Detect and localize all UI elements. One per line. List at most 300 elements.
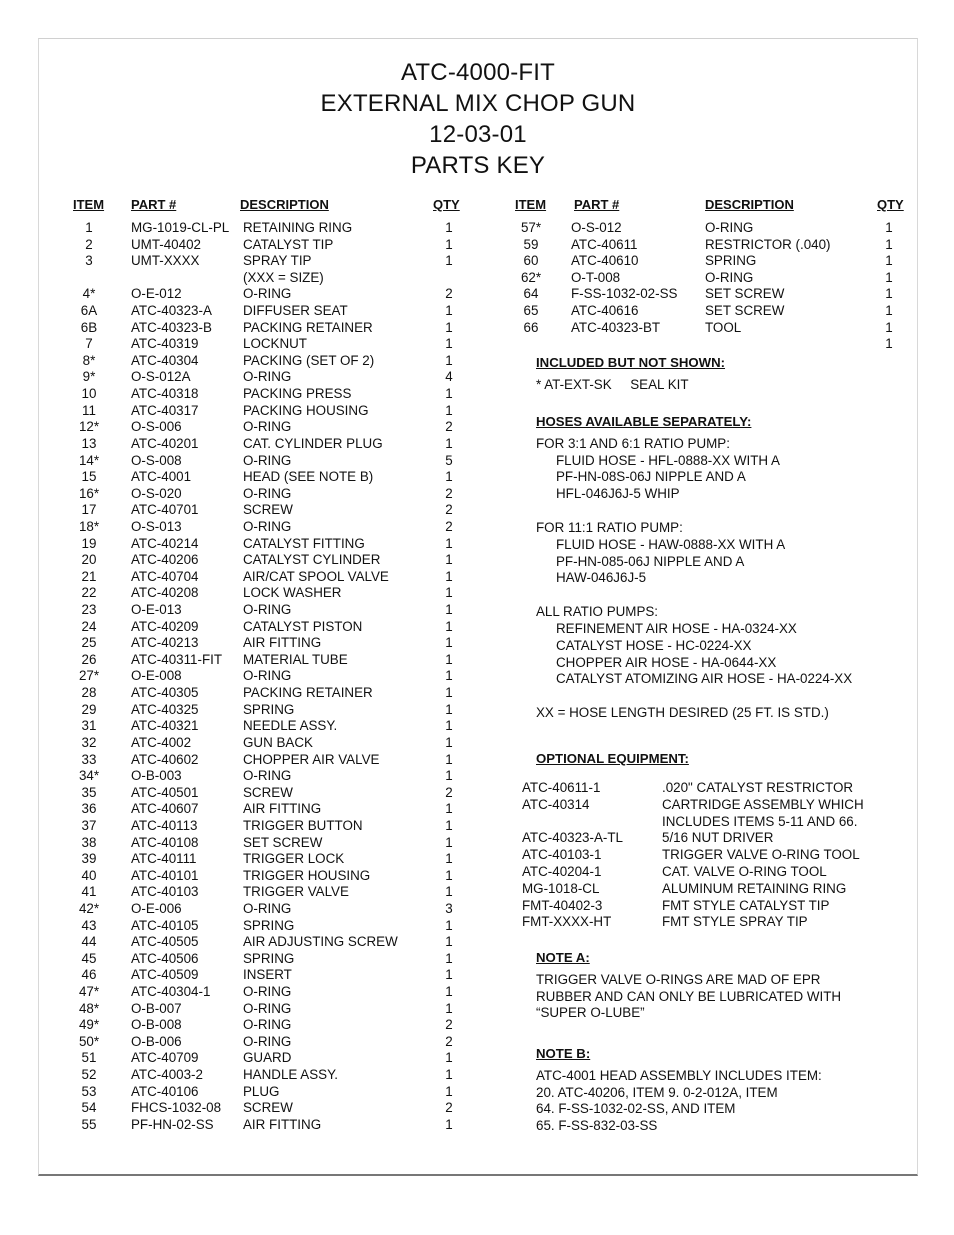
title-line-1: ATC-4000-FIT — [401, 59, 555, 86]
hoses-group1-line1: FLUID HOSE - HFL-0888-XX WITH A — [556, 452, 780, 468]
part-number: ATC-40201 — [131, 435, 199, 451]
item-number: 49* — [78, 1017, 100, 1033]
table-row — [69, 237, 489, 254]
optional-heading: OPTIONAL EQUIPMENT: — [536, 751, 689, 766]
item-number: 43 — [81, 917, 97, 933]
item-number: 46 — [81, 967, 97, 983]
part-description: (XXX = SIZE) — [243, 269, 324, 285]
item-number: 14* — [78, 452, 100, 468]
part-quantity: 1 — [445, 352, 453, 368]
table-row — [69, 1034, 489, 1051]
part-quantity: 1 — [445, 336, 453, 352]
item-number: 48* — [78, 1000, 100, 1016]
table-row — [69, 685, 489, 702]
part-number: ATC-40304-1 — [131, 984, 211, 1000]
part-description: TRIGGER HOUSING — [243, 867, 371, 883]
part-quantity: 1 — [445, 884, 453, 900]
part-number: O-E-013 — [131, 602, 182, 618]
part-quantity: 1 — [445, 635, 453, 651]
table-row — [511, 270, 906, 287]
part-quantity: 1 — [445, 751, 453, 767]
table-row — [69, 735, 489, 752]
right-header-item: ITEM — [515, 197, 547, 212]
item-number: 27* — [78, 668, 100, 684]
part-description: GUARD — [243, 1050, 292, 1066]
part-number: ATC-40213 — [131, 635, 199, 651]
item-number: 19 — [81, 535, 97, 551]
part-quantity: 1 — [445, 967, 453, 983]
hoses-group3-title: ALL RATIO PUMPS: — [536, 604, 659, 620]
part-number: ATC-40105 — [131, 917, 199, 933]
part-description: SPRAY TIP — [243, 253, 312, 269]
part-description: CATALYST CYLINDER — [243, 552, 381, 568]
part-quantity: 1 — [445, 585, 453, 601]
part-quantity: 1 — [445, 1116, 453, 1132]
part-quantity: 1 — [445, 618, 453, 634]
item-number: 47* — [78, 984, 100, 1000]
part-quantity: 1 — [445, 851, 453, 867]
table-row — [69, 519, 489, 536]
document-title — [39, 57, 917, 181]
item-number: 37 — [81, 817, 97, 833]
part-description: CHOPPER AIR VALVE — [243, 751, 380, 767]
item-number: 16* — [78, 485, 100, 501]
hoses-group3-line4: CATALYST ATOMIZING AIR HOSE - HA-0224-XX — [556, 671, 853, 687]
table-row — [69, 253, 489, 270]
part-quantity: 1 — [445, 319, 453, 335]
table-row — [69, 353, 489, 370]
table-row — [69, 536, 489, 553]
left-header-description: DESCRIPTION — [240, 197, 329, 212]
optional-part-number: ATC-40611-1 — [522, 780, 601, 795]
item-number: 60 — [523, 253, 539, 269]
right-parts-list — [511, 220, 906, 353]
item-number: 36 — [81, 801, 97, 817]
part-description: O-RING — [243, 452, 292, 468]
part-number: ATC-40319 — [131, 336, 199, 352]
table-row — [69, 469, 489, 486]
part-description: HANDLE ASSY. — [243, 1067, 339, 1083]
item-number: 50* — [78, 1033, 100, 1049]
optional-description: CAT. VALVE O-RING TOOL — [662, 863, 827, 879]
hoses-group2-line2: PF-HN-085-06J NIPPLE AND A — [556, 553, 745, 569]
table-row — [69, 835, 489, 852]
item-number: 51 — [81, 1050, 97, 1066]
part-quantity: 1 — [885, 286, 893, 302]
item-number: 13 — [81, 435, 97, 451]
part-description: MATERIAL TUBE — [243, 651, 348, 667]
part-description: AIR ADJUSTING SCREW — [243, 934, 398, 950]
part-number: O-B-007 — [131, 1000, 182, 1016]
part-quantity: 1 — [885, 303, 893, 319]
part-quantity: 2 — [445, 1100, 453, 1116]
part-number: ATC-40611 — [571, 236, 638, 252]
right-header-description: DESCRIPTION — [705, 197, 794, 212]
part-number: ATC-40317 — [131, 402, 199, 418]
part-quantity: 1 — [445, 867, 453, 883]
part-number: ATC-40325 — [131, 701, 199, 717]
item-number: 9* — [82, 369, 96, 385]
part-quantity: 1 — [445, 568, 453, 584]
part-number: ATC-40214 — [131, 535, 199, 551]
part-quantity: 1 — [445, 1083, 453, 1099]
part-description: LOCKNUT — [243, 336, 307, 352]
item-number: 65 — [523, 303, 539, 319]
part-number: ATC-40704 — [131, 568, 199, 584]
table-row — [69, 602, 489, 619]
part-description: CATALYST FITTING — [243, 535, 365, 551]
optional-description: ALUMINUM RETAINING RING — [662, 880, 847, 896]
part-description: SCREW — [243, 784, 293, 800]
included-heading: INCLUDED BUT NOT SHOWN: — [536, 355, 726, 370]
part-description: O-RING — [243, 1017, 292, 1033]
part-quantity: 1 — [885, 253, 893, 269]
table-row — [69, 403, 489, 420]
title-line-3: 12-03-01 — [429, 121, 527, 148]
part-quantity: 1 — [445, 651, 453, 667]
table-row — [69, 1100, 489, 1117]
table-row — [69, 1050, 489, 1067]
part-number: ATC-40113 — [131, 817, 198, 833]
item-number: 23 — [81, 602, 97, 618]
optional-description: .020" CATALYST RESTRICTOR — [662, 780, 854, 795]
part-quantity: 1 — [445, 236, 453, 252]
part-quantity: 1 — [445, 801, 453, 817]
part-description: O-RING — [243, 369, 292, 385]
optional-part-number: FMT-XXXX-HT — [522, 914, 612, 930]
title-line-4: PARTS KEY — [410, 152, 546, 179]
table-row — [69, 851, 489, 868]
table-row — [69, 785, 489, 802]
part-number: ATC-40108 — [131, 834, 199, 850]
part-description: O-RING — [705, 220, 754, 235]
part-description: AIR FITTING — [243, 801, 322, 817]
part-number: FHCS-1032-08 — [131, 1100, 222, 1116]
item-number: 21 — [81, 568, 97, 584]
table-row — [69, 868, 489, 885]
table-row — [69, 818, 489, 835]
part-number: ATC-40318 — [131, 386, 199, 402]
part-number: ATC-40208 — [131, 585, 199, 601]
table-row — [69, 552, 489, 569]
table-row — [69, 652, 489, 669]
item-number: 18* — [78, 518, 100, 534]
part-quantity: 1 — [445, 934, 453, 950]
item-number: 6A — [80, 303, 98, 319]
item-number: 34* — [78, 768, 100, 784]
included-section — [536, 355, 725, 394]
optional-part-number: ATC-40323-A-TL — [522, 830, 623, 846]
part-description: RETAINING RING — [243, 220, 353, 235]
part-description: AIR FITTING — [243, 1116, 322, 1132]
note-a-line2: RUBBER AND CAN ONLY BE LUBRICATED WITH — [536, 988, 842, 1004]
part-description: PACKING HOUSING — [243, 402, 369, 418]
part-description: O-RING — [243, 1000, 292, 1016]
note-b-line1: ATC-4001 HEAD ASSEMBLY INCLUDES ITEM: — [536, 1067, 822, 1083]
part-number: O-B-003 — [131, 768, 182, 784]
part-quantity: 1 — [445, 734, 453, 750]
part-description: DIFFUSER SEAT — [243, 303, 348, 319]
item-number: 4* — [82, 286, 96, 302]
hoses-group2-line3: HAW-046J6J-5 — [556, 570, 647, 586]
table-row — [511, 220, 906, 237]
part-description: GUN BACK — [243, 734, 313, 750]
item-number: 45 — [81, 950, 97, 966]
part-number: O-S-006 — [131, 419, 182, 435]
part-description: PACKING RETAINER — [243, 685, 373, 701]
table-row — [69, 984, 489, 1001]
part-number: UMT-40402 — [131, 236, 201, 252]
hoses-group2-title: FOR 11:1 RATIO PUMP: — [536, 519, 683, 535]
item-number: 59 — [523, 236, 539, 252]
part-number: ATC-40616 — [571, 303, 639, 319]
note-b-line2: 20. ATC-40206, ITEM 9. 0-2-012A, ITEM — [536, 1084, 778, 1100]
part-description: TRIGGER VALVE — [243, 884, 349, 900]
part-description: TRIGGER LOCK — [243, 851, 345, 867]
part-quantity: 1 — [445, 817, 453, 833]
table-row — [69, 1001, 489, 1018]
hoses-group1-line3: HFL-046J6J-5 WHIP — [556, 486, 680, 502]
left-header-item: ITEM — [73, 197, 105, 212]
part-description: SCREW — [243, 1100, 293, 1116]
part-description: AIR FITTING — [243, 635, 322, 651]
left-header-part: PART # — [131, 197, 177, 212]
item-number: 40 — [81, 867, 97, 883]
optional-description: FMT STYLE CATALYST TIP — [662, 897, 830, 913]
part-description: INSERT — [243, 967, 292, 983]
optional-heading-wrap — [536, 751, 689, 768]
part-description: PLUG — [243, 1083, 280, 1099]
part-description: SPRING — [243, 701, 295, 717]
part-quantity: 1 — [445, 718, 453, 734]
part-number: ATC-40506 — [131, 950, 199, 966]
part-description: SPRING — [705, 253, 757, 269]
part-description: SCREW — [243, 502, 293, 518]
optional-part-number: FMT-40402-3 — [522, 897, 603, 913]
part-description: O-RING — [705, 269, 754, 285]
optional-part-number: MG-1018-CL — [522, 880, 600, 896]
part-description: LOCK WASHER — [243, 585, 342, 601]
part-number: ATC-40103 — [131, 884, 199, 900]
item-number: 66 — [523, 319, 539, 335]
part-number: F-SS-1032-02-SS — [571, 286, 678, 302]
table-row — [69, 386, 489, 403]
part-number: ATC-4002 — [131, 734, 192, 750]
part-description: O-RING — [243, 768, 292, 784]
item-number: 29 — [81, 701, 97, 717]
part-number: ATC-40209 — [131, 618, 199, 634]
item-number: 2 — [85, 236, 93, 252]
table-row — [69, 702, 489, 719]
item-number: 12* — [78, 419, 100, 435]
item-number: 1 — [85, 220, 93, 235]
part-number: ATC-40610 — [571, 253, 639, 269]
part-description: O-RING — [243, 900, 292, 916]
table-row — [511, 336, 906, 353]
part-number: ATC-40111 — [131, 851, 197, 867]
item-number: 10 — [81, 386, 97, 402]
item-number: 11 — [82, 402, 96, 418]
table-row — [69, 718, 489, 735]
item-number: 26 — [81, 651, 97, 667]
part-quantity: 1 — [885, 269, 893, 285]
item-number: 38 — [81, 834, 97, 850]
table-row — [69, 436, 489, 453]
part-number: ATC-40321 — [131, 718, 199, 734]
part-number: O-E-008 — [131, 668, 182, 684]
part-quantity: 1 — [445, 253, 453, 269]
part-number: UMT-XXXX — [131, 253, 200, 269]
table-row — [511, 253, 906, 270]
part-quantity: 1 — [445, 768, 453, 784]
note-a-section — [536, 950, 841, 1022]
included-line: * AT-EXT-SK SEAL KIT — [536, 376, 689, 392]
hoses-section — [536, 414, 852, 722]
part-number: ATC-4003-2 — [131, 1067, 203, 1083]
part-number: ATC-40206 — [131, 552, 199, 568]
part-quantity: 1 — [445, 701, 453, 717]
part-description: RESTRICTOR (.040) — [705, 236, 831, 252]
part-description: CATALYST PISTON — [243, 618, 363, 634]
part-quantity: 1 — [445, 386, 453, 402]
optional-part-number: ATC-40103-1 — [522, 847, 602, 863]
part-quantity: 1 — [445, 668, 453, 684]
table-row — [511, 237, 906, 254]
part-quantity: 4 — [445, 369, 453, 385]
table-row — [69, 1084, 489, 1101]
part-number: ATC-40323-A — [131, 303, 212, 319]
part-quantity: 2 — [445, 502, 453, 518]
part-description: O-RING — [243, 286, 292, 302]
part-quantity: 2 — [445, 1033, 453, 1049]
item-number: 54 — [81, 1100, 97, 1116]
part-quantity: 1 — [445, 950, 453, 966]
part-quantity: 1 — [885, 336, 893, 352]
item-number: 28 — [81, 685, 97, 701]
part-quantity: 1 — [885, 319, 893, 335]
part-description: O-RING — [243, 518, 292, 534]
table-row — [69, 1117, 489, 1134]
item-number: 15 — [81, 469, 97, 485]
table-row — [69, 585, 489, 602]
part-number: ATC-40323-B — [131, 319, 212, 335]
part-description: SPRING — [243, 917, 295, 933]
part-quantity: 1 — [445, 1067, 453, 1083]
item-number: 31 — [81, 718, 97, 734]
item-number: 22 — [81, 585, 97, 601]
table-row — [69, 569, 489, 586]
part-description: TRIGGER BUTTON — [243, 817, 363, 833]
part-number: ATC-40602 — [131, 751, 199, 767]
table-row — [69, 286, 489, 303]
part-quantity: 5 — [445, 452, 453, 468]
part-quantity: 2 — [445, 419, 453, 435]
note-a-line3: “SUPER O-LUBE” — [536, 1005, 645, 1021]
table-row — [69, 220, 489, 237]
part-description: O-RING — [243, 984, 292, 1000]
part-quantity: 2 — [445, 784, 453, 800]
part-description: PACKING RETAINER — [243, 319, 373, 335]
left-parts-list — [69, 220, 489, 1134]
part-quantity: 1 — [445, 984, 453, 1000]
part-description: O-RING — [243, 668, 292, 684]
part-quantity: 1 — [885, 220, 893, 235]
item-number: 17 — [81, 502, 97, 518]
item-number: 6B — [80, 319, 98, 335]
part-description: HEAD (SEE NOTE B) — [243, 469, 374, 485]
item-number: 62* — [520, 269, 542, 285]
part-number: ATC-4001 — [131, 469, 192, 485]
hoses-group2-line1: FLUID HOSE - HAW-0888-XX WITH A — [556, 536, 786, 552]
part-number: O-S-012A — [131, 369, 191, 385]
item-number: 20 — [81, 552, 97, 568]
part-quantity: 2 — [445, 485, 453, 501]
table-row — [69, 419, 489, 436]
part-quantity: 1 — [445, 1000, 453, 1016]
table-row — [69, 934, 489, 951]
hoses-group3-line2: CATALYST HOSE - HC-0224-XX — [556, 637, 752, 653]
parts-key-document — [38, 38, 918, 1176]
part-description: SET SCREW — [705, 303, 785, 319]
table-row — [69, 635, 489, 652]
note-b-heading: NOTE B: — [536, 1046, 591, 1061]
table-row — [69, 502, 489, 519]
hoses-group1-line2: PF-HN-08S-06J NIPPLE AND A — [556, 469, 746, 485]
part-number: ATC-40607 — [131, 801, 199, 817]
item-number: 33 — [81, 751, 97, 767]
hoses-group3-line3: CHOPPER AIR HOSE - HA-0644-XX — [556, 654, 777, 670]
right-header-part: PART # — [574, 197, 620, 212]
item-number: 44 — [81, 934, 97, 950]
optional-description: TRIGGER VALVE O-RING TOOL — [662, 847, 860, 863]
part-quantity: 1 — [445, 552, 453, 568]
part-number: PF-HN-02-SS — [131, 1116, 214, 1132]
table-row — [69, 801, 489, 818]
item-number: 24 — [81, 618, 97, 634]
hoses-heading: HOSES AVAILABLE SEPARATELY: — [536, 414, 752, 429]
table-row — [69, 901, 489, 918]
item-number: 42* — [78, 900, 100, 916]
note-b-line3: 64. F-SS-1032-02-SS, AND ITEM — [536, 1101, 736, 1117]
part-number: ATC-40709 — [131, 1050, 199, 1066]
item-number: 57* — [520, 220, 542, 235]
item-number: 64 — [523, 286, 539, 302]
part-quantity: 1 — [445, 303, 453, 319]
part-quantity: 1 — [445, 435, 453, 451]
table-row — [511, 286, 906, 303]
part-number: O-B-008 — [131, 1017, 182, 1033]
part-number: ATC-40501 — [131, 784, 199, 800]
part-number: ATC-40101 — [131, 867, 199, 883]
table-row — [69, 884, 489, 901]
part-quantity: 2 — [445, 286, 453, 302]
optional-description: FMT STYLE SPRAY TIP — [662, 914, 808, 930]
item-number: 55 — [81, 1116, 97, 1132]
part-number: O-S-012 — [571, 220, 622, 235]
hose-length-note: XX = HOSE LENGTH DESIRED (25 FT. IS STD.) — [536, 705, 829, 721]
item-number: 32 — [81, 734, 97, 750]
item-number: 7 — [85, 336, 93, 352]
part-description: CAT. CYLINDER PLUG — [243, 435, 383, 451]
part-number: ATC-40304 — [131, 352, 199, 368]
table-row — [69, 1067, 489, 1084]
table-row — [69, 768, 489, 785]
part-description: SPRING — [243, 950, 295, 966]
table-row — [69, 1017, 489, 1034]
part-quantity: 1 — [885, 236, 893, 252]
table-row — [69, 303, 489, 320]
table-row — [69, 752, 489, 769]
